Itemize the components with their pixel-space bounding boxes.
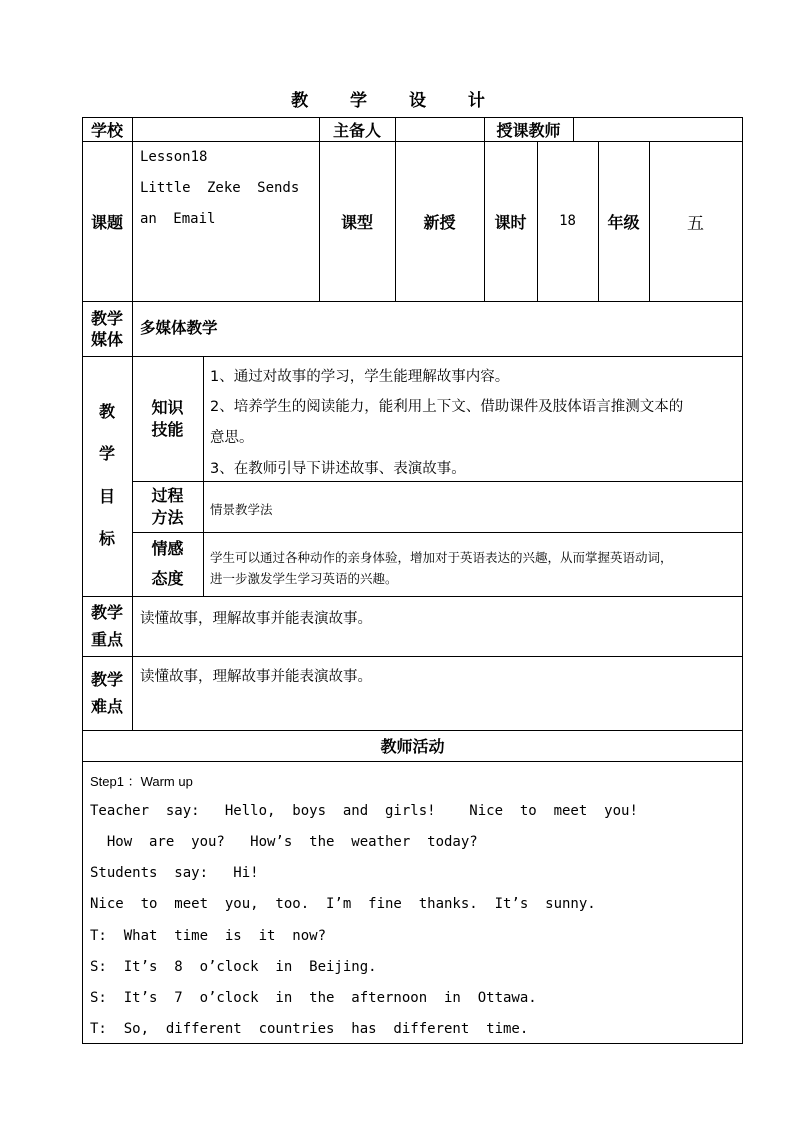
activity-line-4: Nice to meet you, too. I’m fine thanks. It’s sunny. [90, 896, 596, 912]
rule-goals-subcolumn [203, 356, 204, 596]
difficulties-label-line-2: 难点 [90, 697, 123, 716]
activity-line-2: How are you? How’s the weather today? [90, 834, 478, 850]
grade-value: 五 [687, 213, 704, 234]
goals-label-char-4: 标 [98, 528, 115, 548]
rule-knowledge-bottom [132, 481, 743, 482]
process-label [132, 481, 203, 532]
knowledge-line-2: 2、培养学生的阅读能力，能利用上下文、借助课件及肢体语言推测文本的 [210, 399, 684, 415]
rule-process-bottom [132, 532, 743, 533]
rule-goals-bottom [82, 596, 743, 597]
preparer-label: 主备人 [332, 120, 381, 140]
topic-label: 课题 [90, 212, 123, 232]
lesson-title-line-1: Lesson18 [140, 149, 208, 165]
media-label [82, 301, 132, 356]
difficulties-value: 读懂故事，理解故事并能表演故事。 [140, 669, 372, 685]
goals-label-char-2: 学 [98, 444, 115, 464]
rule-activity-header-bottom [82, 761, 743, 762]
activity-line-6: S: It’s 8 o’clock in Beijing. [90, 959, 377, 975]
key-points-label-line-1: 教学 [90, 603, 123, 622]
emotion-line-1: 学生可以通过各种动作的亲身体验，增加对于英语表达的兴趣，从而掌握英语动词， [210, 550, 673, 565]
key-points-label-line-2: 重点 [90, 630, 123, 649]
knowledge-line-4: 3、在教师引导下讲述故事、表演故事。 [210, 461, 466, 477]
teacher-label: 授课教师 [496, 120, 561, 140]
media-label-line-2: 媒体 [90, 329, 123, 349]
activity-step-title: Step1 ：Warm up [90, 774, 193, 789]
emotion-line-2: 进一步激发学生学习英语的兴趣。 [210, 571, 398, 586]
activity-line-3: Students say: Hi! [90, 865, 259, 881]
rule-topic-bottom [82, 301, 743, 302]
preparer-value[interactable] [395, 117, 484, 141]
lesson-type-label: 课型 [340, 212, 373, 232]
activity-line-8: T: So, different countries has different time. [90, 1021, 529, 1037]
grade-label: 年级 [607, 212, 640, 232]
activity-line-1: Teacher say: Hello, boys and girls! Nice to meet you! [90, 803, 638, 819]
school-value[interactable] [132, 117, 319, 141]
rule-bottom [82, 1043, 743, 1044]
knowledge-line-3: 意思。 [210, 430, 254, 446]
lesson-hours-value: 18 [559, 213, 576, 229]
document-title: 教 学 设 计 [291, 91, 503, 111]
goals-label [82, 399, 132, 549]
lesson-plan-table [82, 117, 743, 1044]
emotion-label-line-1: 情感 [151, 539, 184, 558]
goals-label-char-1: 教 [98, 402, 115, 421]
lesson-title-line-2: Little Zeke Sends [140, 180, 300, 196]
lesson-title-line-3: an Email [140, 211, 216, 227]
goals-label-char-3: 目 [98, 486, 115, 506]
lesson-hours-label: 课时 [494, 212, 527, 232]
media-value: 多媒体教学 [140, 319, 218, 337]
activity-header: 教师活动 [380, 737, 445, 756]
rule-keypoints-bottom [82, 656, 743, 657]
teacher-value[interactable] [573, 117, 742, 141]
knowledge-label-line-2: 技能 [151, 419, 184, 439]
knowledge-label-line-1: 知识 [151, 397, 184, 417]
process-label-line-1: 过程 [151, 485, 184, 505]
key-points-value: 读懂故事，理解故事并能表演故事。 [140, 611, 372, 627]
activity-line-5: T: What time is it now? [90, 928, 327, 944]
emotion-label-line-2: 态度 [151, 569, 184, 588]
key-points-label [82, 596, 132, 656]
knowledge-line-1: 1、通过对故事的学习，学生能理解故事内容。 [210, 369, 510, 385]
difficulties-label-line-1: 教学 [90, 670, 123, 689]
activity-line-7: S: It’s 7 o’clock in the afternoon in Ottawa. [90, 990, 537, 1006]
rule-right [742, 117, 743, 1044]
school-label: 学校 [90, 120, 123, 140]
process-value: 情景教学法 [210, 502, 273, 517]
emotion-label [132, 532, 203, 596]
knowledge-label [132, 356, 203, 481]
media-label-line-1: 教学 [90, 308, 123, 328]
lesson-type-value: 新授 [423, 212, 456, 232]
process-label-line-2: 方法 [151, 507, 184, 527]
difficulties-label [82, 656, 132, 730]
